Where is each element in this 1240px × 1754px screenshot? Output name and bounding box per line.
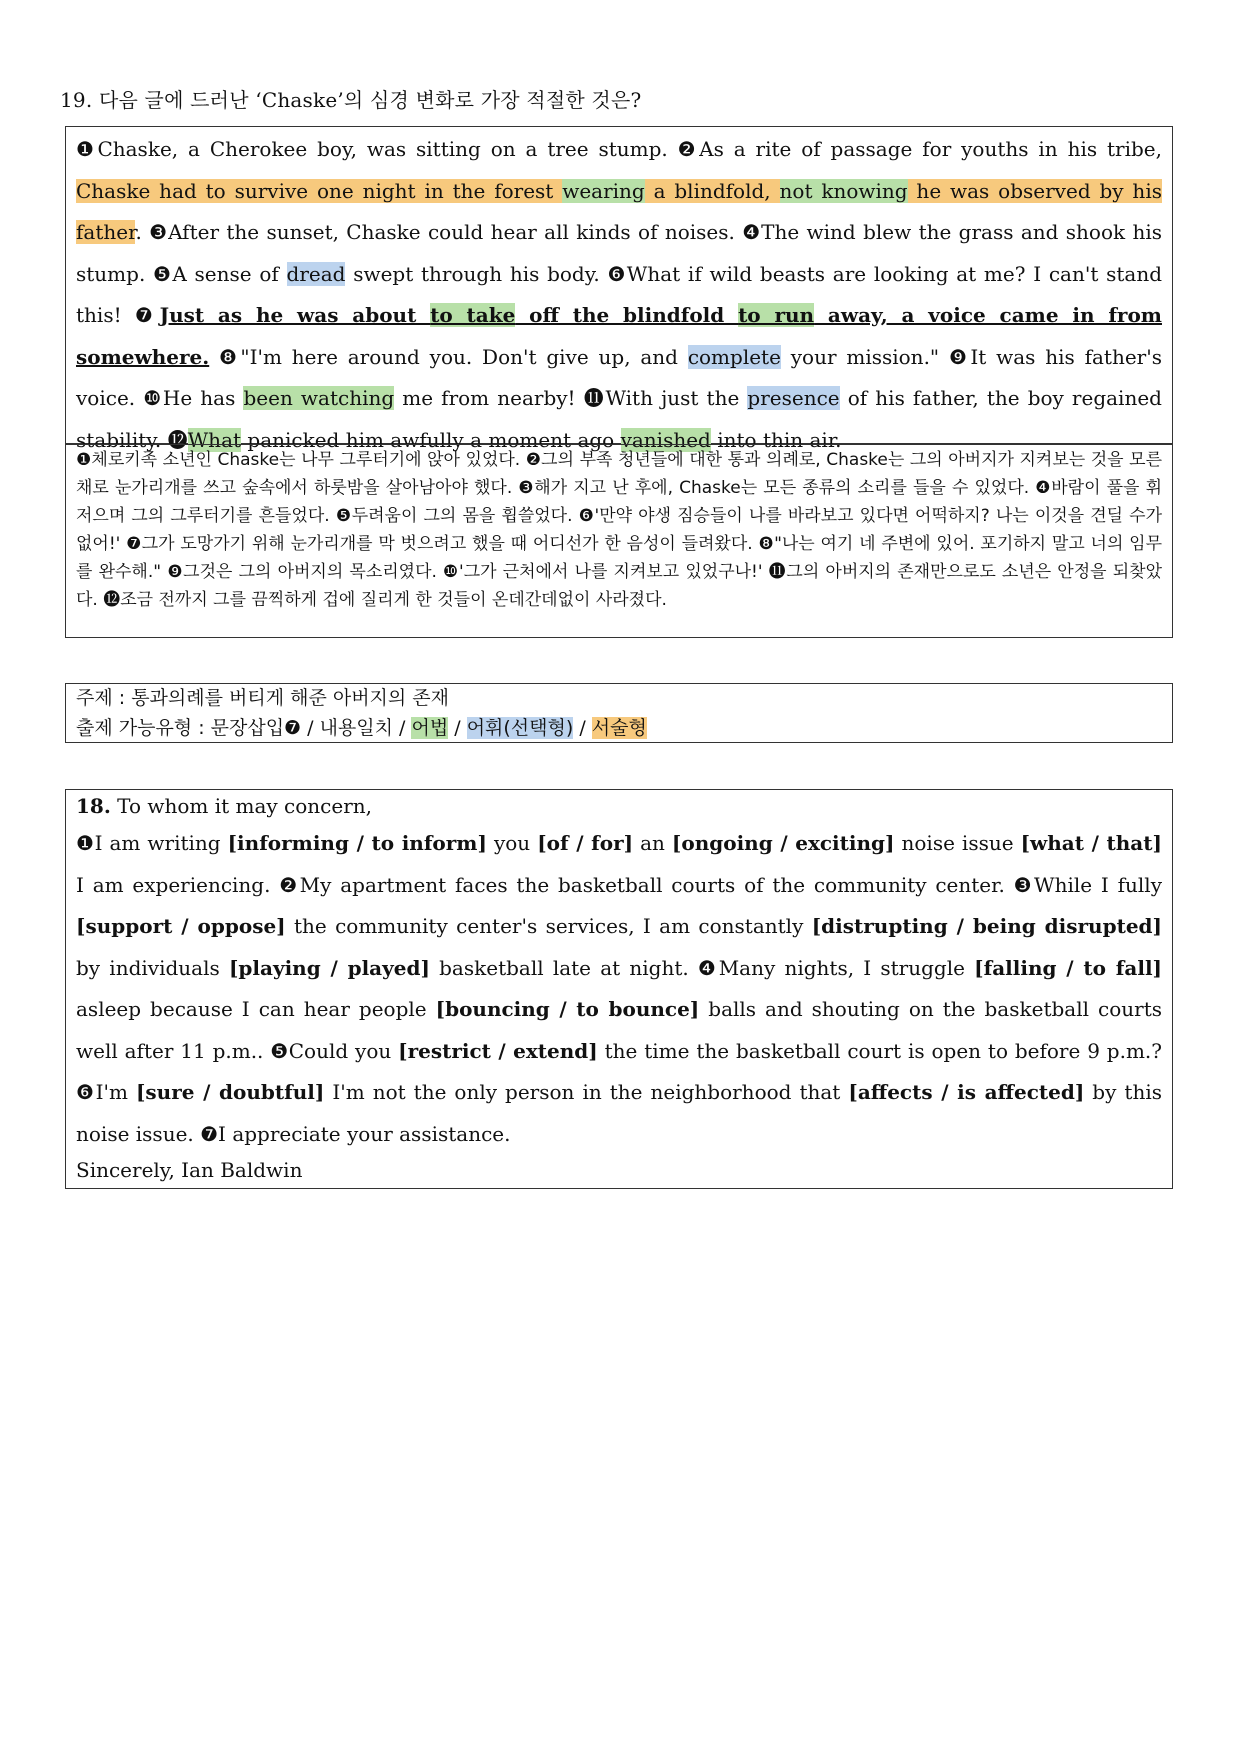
passage-fragment: I'm not the only person in the neighborhood that bbox=[324, 1080, 849, 1104]
choice-bracket: [support / oppose] bbox=[76, 914, 286, 938]
choice-bracket: [what / that] bbox=[1020, 831, 1162, 855]
passage-fragment: the community center's services, I am constantly bbox=[285, 914, 812, 938]
passage-fragment: ❶I am writing bbox=[76, 831, 228, 855]
q19-passage-text: ❶Chaske, a Cherokee boy, was sitting on a tree stump. ❷As a rite of passage for youths in his tribe, Chaske had to survive one night in the forest wearing a blindfold, not knowing he was observed by his father. ❸After the sunset, Chaske could hear all kinds of noises. ❹The wind blew the grass and shook his stump. ❺A sense of dread swept through his body. ❻What if wild beasts are looking at me? I can't stand this! ❼Just as he was about to take off the blindfold to run away, a voice came in from somewhere. ❽"I'm here around you. Don't give up, and complete your mission." ❾It was his father's voice. ❿He has been watching me from nearby! ⓫With just the presence of his father, the boy regained stability. ⓬What panicked him awfully a moment ago vanished into thin air. bbox=[76, 137, 1163, 452]
question-18-number: 18. bbox=[76, 794, 111, 818]
choice-bracket: [ongoing / exciting] bbox=[671, 831, 895, 855]
q19-translation-text: ❶체로키족 소년인 Chaske는 나무 그루터기에 앉아 있었다. ❷그의 부족 청년들에 대한 통과 의례로, Chaske는 그의 아버지가 지켜보는 것을 모른 채로 눈가리개를 쓰고 숲속에서 하룻밤을 살아남아야 했다. ❸해가 지고 난 후에, Chaske는 모든 종류의 소리를 들을 수 있었다. ❹바람이 풀을 휘저으며 그의 그루터기를 흔들었다. ❺두려움이 그의 몸을 휩쓸었다. ❻'만약 야생 짐승들이 나를 바라보고 있다면 어떡하지? 나는 이것을 견딜 수가 없어!' ❼그가 도망가기 위해 눈가리개를 막 벗으려고 했을 때 어디선가 한 음성이 들려왔다. ❽"나는 여기 네 주변에 있어. 포기하지 말고 너의 임무를 완수해." ❾그것은 그의 아버지의 목소리였다. ❿'그가 근처에서 나를 지켜보고 있었구나!' ⓫그의 아버지의 존재만으로도 소년은 안정을 되찾았다. ⓬조금 전까지 그를 끔찍하게 겁에 질리게 한 것들이 온데간데없이 사라졌다. bbox=[76, 450, 1162, 610]
highlight-green: wearing bbox=[562, 178, 645, 203]
passage-fragment: basketball late at night. ❹Many nights, I struggle bbox=[429, 955, 975, 980]
highlight-green: vanished bbox=[620, 427, 711, 452]
highlight-green: not knowing bbox=[779, 178, 908, 203]
q19-info-box bbox=[65, 683, 1173, 743]
insertion-sentence: Just as he was about to take off the blindfold to run away, a voice came in from somewhere. bbox=[76, 303, 1162, 369]
question-types-line: 출제 가능유형 : 문장삽입❼ / 내용일치 / 어법 / 어휘(선택형) / 서술형 bbox=[76, 716, 647, 739]
choice-bracket: [restrict / extend] bbox=[398, 1038, 598, 1063]
passage-fragment: asleep because I can hear people bbox=[76, 997, 436, 1021]
choice-bracket: [distrupting / being disrupted] bbox=[811, 914, 1162, 938]
type-vocabulary: 어휘(선택형) bbox=[466, 716, 574, 739]
theme-line: 주제 : 통과의례를 버티게 해준 아버지의 존재 bbox=[76, 687, 450, 709]
highlight-blue: complete bbox=[687, 344, 781, 369]
passage-fragment: by individuals bbox=[76, 955, 229, 980]
highlight-orange: Chaske had to survive one night in the forest bbox=[76, 178, 563, 203]
passage-fragment: noise issue bbox=[894, 831, 1021, 855]
choice-bracket: [informing / to inform] bbox=[227, 831, 487, 855]
choice-bracket: [falling / to fall] bbox=[974, 955, 1163, 980]
choice-bracket: [sure / doubtful] bbox=[135, 1080, 325, 1104]
passage-fragment: the time the basketball court is open to before 9 p.m.? ❻I'm bbox=[76, 1038, 1162, 1104]
type-writing: 서술형 bbox=[591, 716, 647, 739]
highlight-blue: dread bbox=[286, 261, 346, 286]
q18-passage-box bbox=[65, 789, 1173, 1189]
choice-bracket: [bouncing / to bounce] bbox=[435, 997, 700, 1021]
highlight-green: What bbox=[187, 427, 242, 452]
highlight-green: been watching bbox=[243, 386, 395, 410]
q18-closing: Sincerely, Ian Baldwin bbox=[76, 1158, 303, 1182]
choice-bracket: [of / for] bbox=[537, 831, 634, 855]
type-grammar: 어법 bbox=[411, 716, 449, 739]
passage-fragment: you bbox=[486, 831, 538, 855]
passage-fragment: I am experiencing. ❷My apartment faces the basketball courts of the community center. ❸While I fully bbox=[76, 872, 1162, 897]
q19-passage-box bbox=[65, 126, 1173, 452]
choice-bracket: [playing / played] bbox=[228, 955, 430, 980]
passage-fragment: an bbox=[633, 831, 672, 855]
q19-translation-box bbox=[65, 444, 1173, 638]
highlight-blue: presence bbox=[747, 386, 840, 410]
q18-body bbox=[66, 823, 1172, 1155]
question-19-title: 19. 다음 글에 드러난 ‘Chaske’의 심경 변화로 가장 적절한 것은? bbox=[60, 88, 642, 112]
passage-fragment: balls and shouting on the basketball courts well after 11 p.m.. ❺Could you bbox=[76, 997, 1162, 1063]
q18-header: 18. To whom it may concern, bbox=[76, 794, 372, 818]
passage-fragment: by this noise issue. ❼I appreciate your assistance. bbox=[76, 1080, 1162, 1146]
choice-bracket: [affects / is affected] bbox=[848, 1080, 1085, 1104]
